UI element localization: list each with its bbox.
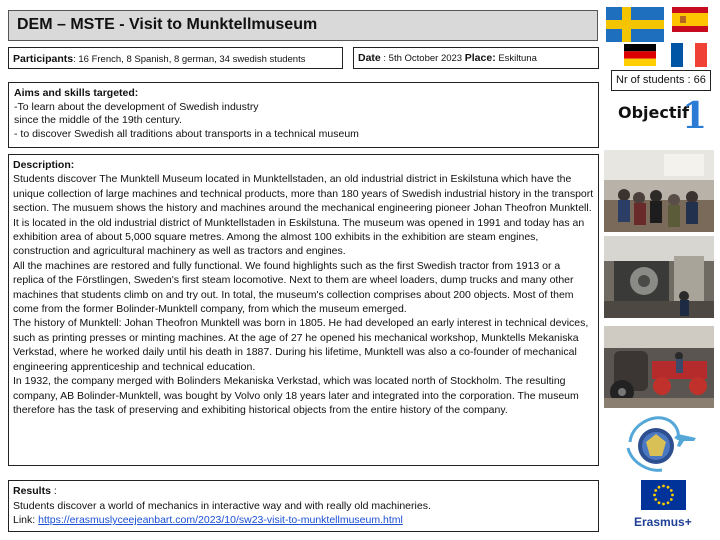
aims-line: - to discover Swedish all traditions about transports in a technical museum: [14, 127, 359, 140]
title-text: DEM – MSTE - Visit to Munktellmuseum: [17, 16, 318, 33]
description-paragraph: In 1932, the company merged with Bolinders Mekaniska Verkstad, which was located north of Stockholm. The resulting company, AB Bolinder-Munktell, was bought by Volvo only 18 years later and integrated into the corporation. The museum therefore has the task of preserving and exhibiting historical objects from the entire history of the company.: [13, 375, 579, 416]
participants-value: : 16 French, 8 Spanish, 8 german, 34 swedish students: [73, 54, 306, 65]
results-heading-line: [13, 484, 594, 499]
museum-photo-3: [604, 326, 714, 408]
results-link[interactable]: https://erasmuslyceejeanbart.com/2023/10/sw23-visit-to-munktellmuseum.html: [38, 514, 403, 526]
project-logo-icon: [622, 412, 700, 476]
page-title: [8, 10, 598, 41]
results-box: [8, 480, 599, 532]
results-heading-suffix: :: [50, 485, 57, 497]
participants-box: [8, 47, 343, 69]
description-paragraph: All the machines are restored and fully functional. We found highlights such as the first Swedish tractor from 1913 or a replica of the Förstlingen, Sweden's first steam locomotive. Next to them are wheel loaders, dump trucks and many other machines that students climb on and try out. In total, the museum's collection comprises about 200 objects. Most of them come from the former Bolinder-Munktell company, from which the museum emerged.: [13, 259, 574, 316]
erasmus-label: Erasmus+: [634, 515, 692, 529]
date-label: Date: [358, 52, 381, 64]
sweden-flag: [606, 7, 664, 42]
museum-photo-2: [604, 236, 714, 318]
aims-heading: Aims and skills targeted:: [14, 87, 139, 99]
place-label: Place:: [464, 52, 496, 64]
objectif-label: Objectif: [618, 103, 689, 122]
spain-flag: [672, 7, 708, 32]
participants-label: Participants: [13, 53, 74, 65]
objectif-number: 1: [682, 95, 708, 137]
description-paragraph: Students discover The Munktell Museum located in Munktellstaden, an old industrial district in Eskilstuna which have the unique collection of large machines and technical products, more than 180 years of Swedish industrial history in the transport section. The musuem shows the history and machines around the mechanical engineering pioneer Johan Theofron Munktell. It is located in the old industrial district of Munktellstaden in Eskilstuna. The museum was opened in 1991 and today has an exhibition area of about 5,000 square metres. Among the almost 100 exhibits in the exhibition are steam engines, construction and agricultural machinery as well as tractors and engines.: [13, 173, 594, 258]
date-value: : 5th October 2023: [380, 53, 465, 64]
student-count-box: [611, 70, 711, 91]
germany-flag: [624, 44, 656, 66]
results-link-label: Link:: [13, 514, 39, 526]
results-text: Students discover a world of mechanics in interactive way and with really old machineries.: [13, 499, 431, 512]
description-box: [8, 154, 599, 466]
aims-box: [8, 82, 599, 148]
results-link-line: [13, 513, 594, 528]
description-paragraph: The history of Munktell: Johan Theofron Munktell was born in 1805. He had developed an early interest in technical devices, such as printing presses or minting machines. At the age of 27 he opened his mechanical workshop, Munktells Mekaniska Verkstad, where he worked daily until his death in 1887. During his lifetime, Munktell was also a co-founder of mechanical engineering apprenticeship and technical education.: [13, 317, 589, 373]
museum-photo-1: [604, 150, 714, 232]
description-heading: Description:: [13, 159, 75, 171]
aims-line: -To learn about the development of Swedish industry: [14, 100, 259, 113]
results-heading: Results: [13, 485, 51, 497]
france-flag: [671, 43, 707, 67]
place-value: Eskiltuna: [495, 53, 537, 64]
eu-flag: [641, 480, 686, 510]
date-box: [353, 47, 599, 69]
student-count: Nr of students : 66: [616, 74, 706, 86]
aims-line: since the middle of the 19th century.: [14, 114, 182, 126]
